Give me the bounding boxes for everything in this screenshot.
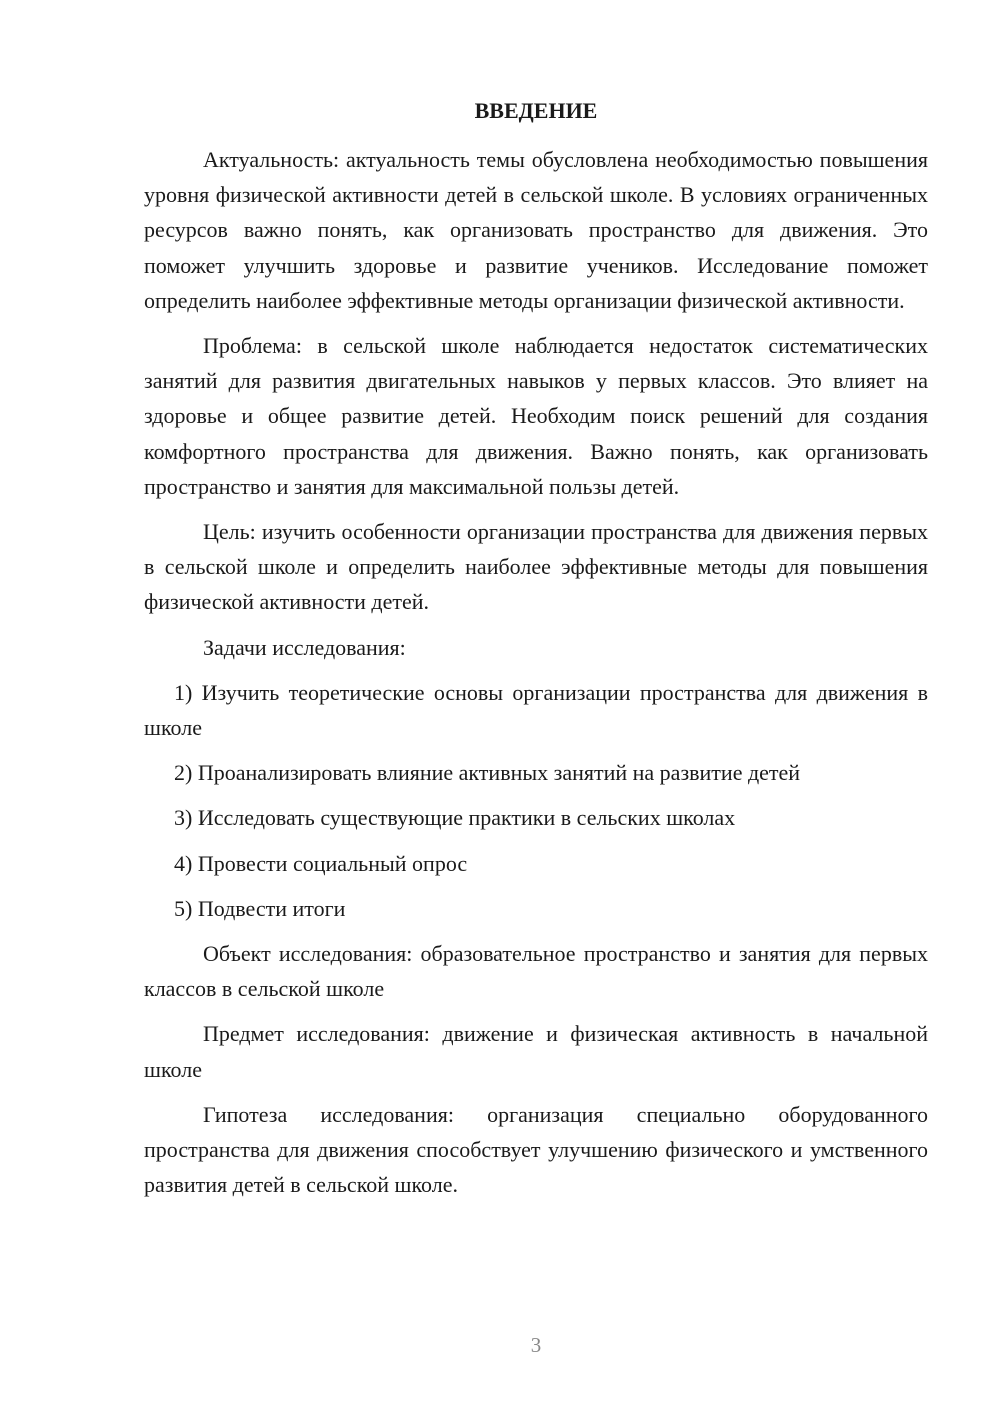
task-item: 2) Проанализировать влияние активных занятий на развитие детей — [174, 760, 801, 786]
task-item: 1) Изучить теоретические основы организации пространства для движения в школе — [144, 679, 928, 741]
page-title: ВВЕДЕНИЕ — [474, 98, 598, 123]
paragraph-problem: Проблема: в сельской школе наблюдается недостаток систематических занятий для развития двигательных навыков у первых классов. Это влияет на здоровье и общее развитие детей. Необходим поиск решений для создания комфортного пространства для движения. Важно понять, как организовать пространство и занятия для максимальной пользы детей. — [144, 333, 928, 499]
task-item: 5) Подвести итоги — [174, 895, 346, 921]
paragraph-relevance: Актуальность: актуальность темы обусловлена необходимостью повышения уровня физической активности детей в сельской школе. В условиях ограниченных ресурсов важно понять, как организовать пространство для движения. Это поможет улучшить здоровье и развитие учеников. Исследование поможет определить наиболее эффективные методы организации физической активности. — [144, 147, 928, 313]
task-item: 4) Провести социальный опрос — [174, 850, 468, 876]
task-item: 3) Исследовать существующие практики в сельских школах — [174, 805, 736, 831]
paragraph-hypothesis: Гипотеза исследования: организация специально оборудованного пространства для движения способствует улучшению физического и умственного развития детей в сельской школе. — [144, 1101, 928, 1198]
document-body — [144, 142, 928, 1212]
tasks-heading: Задачи исследования: — [203, 634, 406, 660]
paragraph-object: Объект исследования: образовательное пространство и занятия для первых классов в сельской школе — [144, 941, 928, 1002]
paragraph-subject: Предмет исследования: движение и физическая активность в начальной школе — [144, 1021, 928, 1082]
paragraph-goal: Цель: изучить особенности организации пространства для движения первых в сельской школе и определить наиболее эффективные методы для повышения физической активности детей. — [144, 519, 928, 615]
page-number: 3 — [530, 1333, 542, 1357]
